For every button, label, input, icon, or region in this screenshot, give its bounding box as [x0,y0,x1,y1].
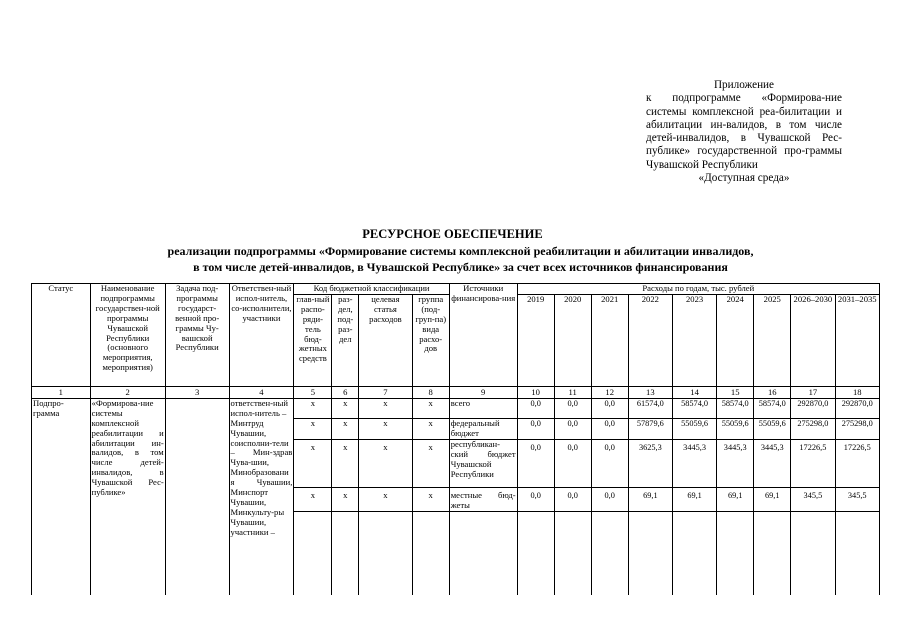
value-cell: 69,1 [672,488,716,512]
empty-cell [412,511,449,595]
column-number: 10 [517,386,554,398]
value-cell: 0,0 [554,419,591,440]
value-cell: 58574,0 [672,398,716,418]
source-cell: республикан-ский бюджет Чувашской Республики [449,440,517,488]
empty-cell [359,511,413,595]
value-cell: 275298,0 [791,419,835,440]
column-number-row [32,386,880,398]
value-cell: 57879,6 [628,419,672,440]
expenses-group-header: Расходы по годам, тыс. рублей [517,284,879,295]
column-number: 7 [359,386,413,398]
empty-cell [517,511,554,595]
resource-table [31,283,880,595]
year-header: 2023 [672,294,716,386]
col-executor-header: Ответствен-ный испол-нитель, со-исполнители, участники [229,284,294,387]
appendix-block [646,79,842,185]
value-cell: 292870,0 [835,398,880,418]
empty-cell [294,511,332,595]
value-cell: 3445,3 [754,440,791,488]
empty-cell [449,511,517,595]
value-cell: 58574,0 [717,398,754,418]
code-expense-group: x [412,398,449,418]
column-number: 11 [554,386,591,398]
empty-cell [628,511,672,595]
column-number: 12 [591,386,628,398]
value-cell: 69,1 [628,488,672,512]
value-cell: 0,0 [517,440,554,488]
value-cell: 69,1 [754,488,791,512]
task-cell [165,398,229,595]
code-expense-group: x [412,488,449,512]
code-target-item: x [359,419,413,440]
value-cell: 275298,0 [835,419,880,440]
column-number: 1 [32,386,91,398]
budget-code-group-header: Код бюджетной классификации [294,284,449,295]
column-number: 4 [229,386,294,398]
col-section-header: раз-дел, под-раз-дел [332,294,359,386]
code-target-item: x [359,440,413,488]
appendix-tail: «Доступная среда» [698,172,790,185]
source-cell: местные бюд-жеты [449,488,517,512]
col-name-header: Наименование подпрограммы государствен-ной программы Чувашской Республики (основного мероприятия, мероприятия) [90,284,165,387]
value-cell: 0,0 [591,398,628,418]
code-main-manager: x [294,398,332,418]
col-sources-header: Источники финансирова-ния [449,284,517,387]
column-number: 6 [332,386,359,398]
col-target-item-header: целевая статья расходов [359,294,413,386]
column-number: 5 [294,386,332,398]
executor-cell: ответствен-ный испол-нитель – [229,398,294,418]
year-header: 2026–2030 [791,294,835,386]
empty-cell [672,511,716,595]
empty-cell [791,511,835,595]
code-section: x [332,398,359,418]
document-title: РЕСУРСНОЕ ОБЕСПЕЧЕНИЕ [362,227,543,241]
code-expense-group: x [412,440,449,488]
value-cell: 0,0 [517,398,554,418]
code-main-manager: x [294,488,332,512]
column-number: 15 [717,386,754,398]
column-number: 2 [90,386,165,398]
empty-cell [332,511,359,595]
empty-cell [717,511,754,595]
year-header: 2021 [591,294,628,386]
value-cell: 17226,5 [791,440,835,488]
value-cell: 0,0 [591,419,628,440]
appendix-body: к подпрограмме «Формирова-ние системы комплексной реа-билитации и абилитации ин-валидов, в том числе детей-инвалидов, в Чувашской Рес-публике» государственной про-граммы Чувашской Республики [646,92,842,171]
column-number: 14 [672,386,716,398]
table-row [32,398,880,418]
column-number: 13 [628,386,672,398]
appendix-heading: Приложение [713,79,775,91]
executor-continued-cell: Минтруд Чувашии, соисполни-тели – Мин-здрав Чува-шии, Минобразования Чувашии, Минспорт Чувашии, Минкульту-ры Чувашии, участники – [229,419,294,596]
column-number: 16 [754,386,791,398]
value-cell: 0,0 [517,488,554,512]
col-main-manager-header: глав-ный распо-ряди-тель бюд-жетных средств [294,294,332,386]
document-subtitle-line2: в том числе детей-инвалидов, в Чувашской Республике» за счет всех источников финансирования [193,260,728,274]
value-cell: 0,0 [591,440,628,488]
code-target-item: x [359,398,413,418]
empty-cell [835,511,880,595]
column-number: 9 [449,386,517,398]
document-subtitle-line1: реализации подпрограммы «Формирование системы комплексной реабилитации и абилитации инвалидов, [167,244,754,258]
value-cell: 55059,6 [672,419,716,440]
source-cell: федеральный бюджет [449,419,517,440]
value-cell: 55059,6 [754,419,791,440]
year-header: 2022 [628,294,672,386]
value-cell: 292870,0 [791,398,835,418]
year-header: 2024 [717,294,754,386]
column-number: 8 [412,386,449,398]
code-main-manager: x [294,419,332,440]
year-header: 2019 [517,294,554,386]
year-header: 2020 [554,294,591,386]
status-cell: Подпро-грамма [32,398,91,595]
header-row-1 [32,284,880,295]
col-expense-group-header: группа (под-груп-па) вида расхо-дов [412,294,449,386]
program-name-cell: «Формирова-ние системы комплексной реабилитации и абилитации ин-валидов, в том числе детей-инвалидов, в Чувашской Рес-публике» [90,398,165,595]
column-number: 3 [165,386,229,398]
code-section: x [332,440,359,488]
empty-cell [591,511,628,595]
value-cell: 0,0 [591,488,628,512]
value-cell: 0,0 [517,419,554,440]
value-cell: 69,1 [717,488,754,512]
value-cell: 345,5 [791,488,835,512]
empty-cell [554,511,591,595]
value-cell: 3445,3 [717,440,754,488]
col-task-header: Задача под-программы государст-венной про-граммы Чу-вашской Республики [165,284,229,387]
code-main-manager: x [294,440,332,488]
code-section: x [332,419,359,440]
value-cell: 55059,6 [717,419,754,440]
value-cell: 3445,3 [672,440,716,488]
year-header: 2031–2035 [835,294,880,386]
column-number: 18 [835,386,880,398]
value-cell: 17226,5 [835,440,880,488]
year-header: 2025 [754,294,791,386]
column-number: 17 [791,386,835,398]
value-cell: 61574,0 [628,398,672,418]
value-cell: 0,0 [554,440,591,488]
empty-cell [754,511,791,595]
value-cell: 0,0 [554,398,591,418]
col-status-header: Статус [32,284,91,387]
value-cell: 345,5 [835,488,880,512]
code-target-item: x [359,488,413,512]
code-section: x [332,488,359,512]
value-cell: 3625,3 [628,440,672,488]
value-cell: 58574,0 [754,398,791,418]
code-expense-group: x [412,419,449,440]
source-cell: всего [449,398,517,418]
value-cell: 0,0 [554,488,591,512]
